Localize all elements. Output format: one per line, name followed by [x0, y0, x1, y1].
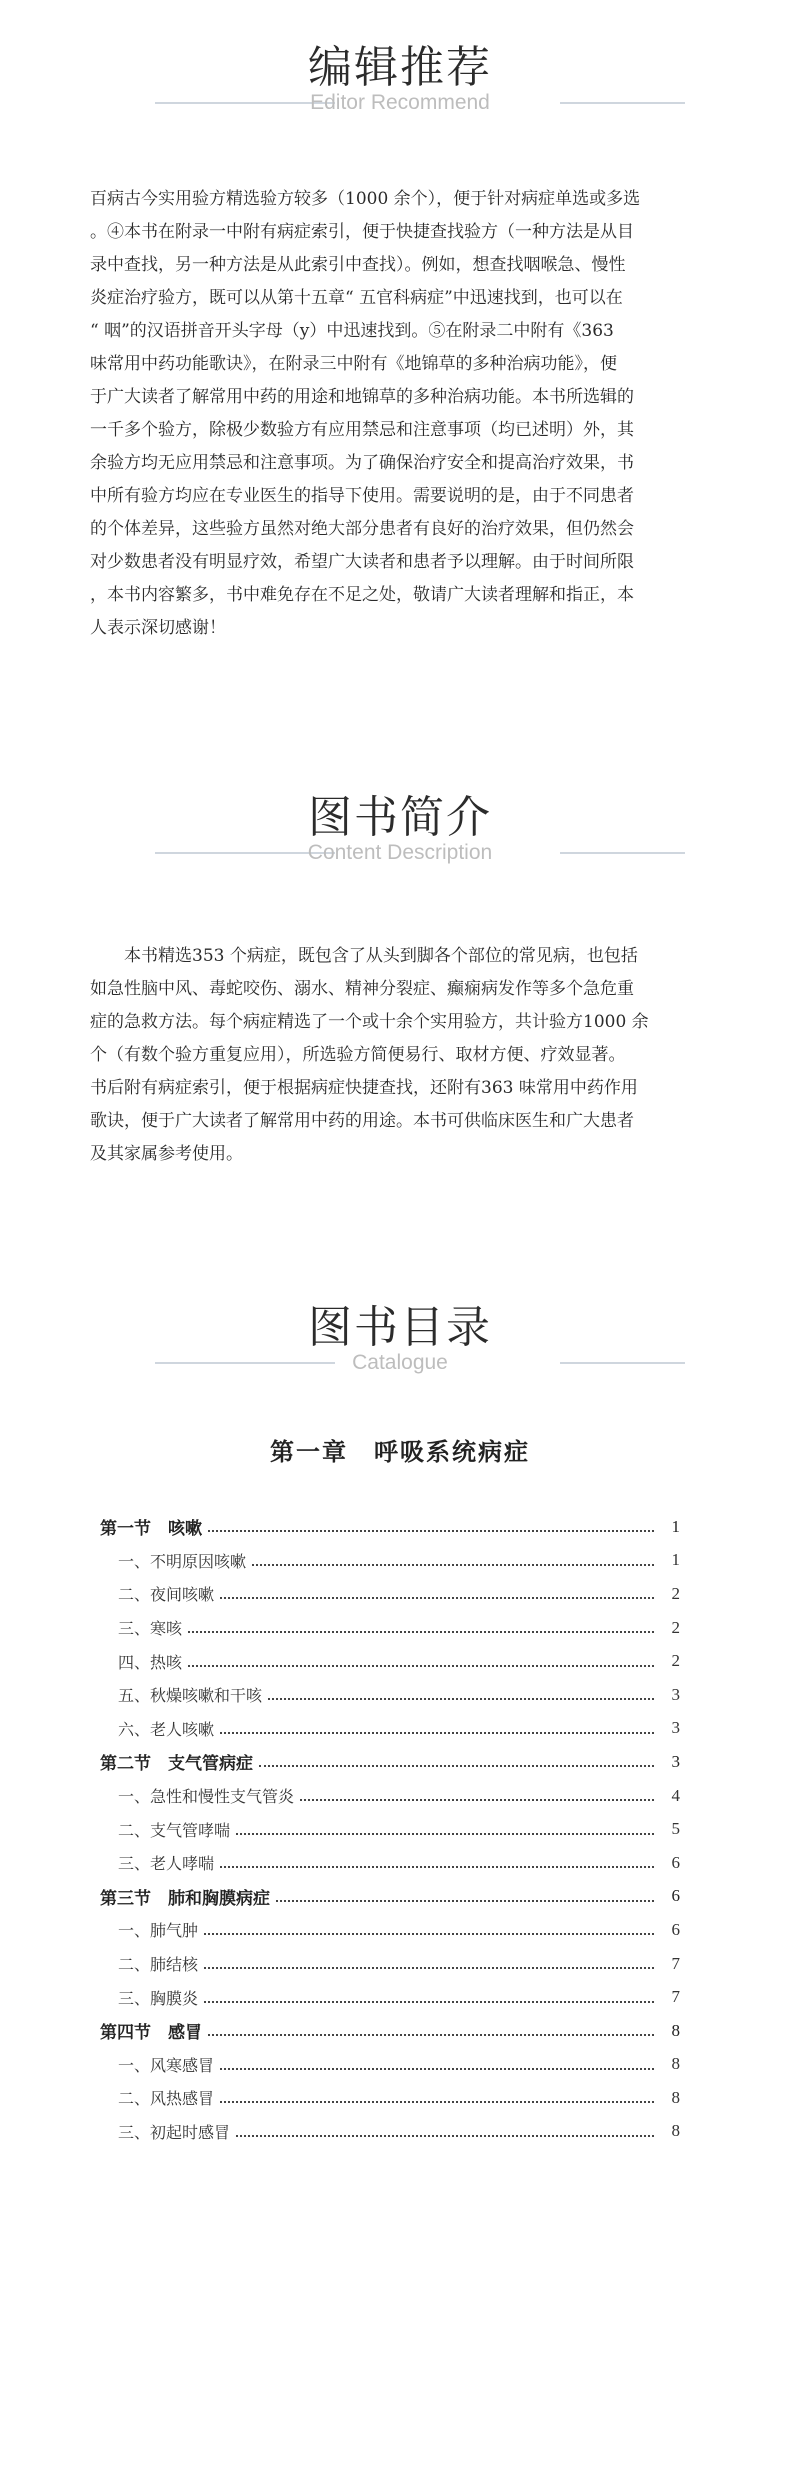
- toc-leader-dots: [236, 2134, 654, 2137]
- toc-entry-row[interactable]: [100, 1812, 680, 1846]
- toc-entry-row[interactable]: [100, 2048, 680, 2082]
- toc-page-number: 1: [671, 1516, 680, 1536]
- toc-page-number: 3: [671, 1751, 680, 1771]
- toc-label: 第一节 咳嗽: [100, 1519, 202, 1540]
- toc-leader-dots: [268, 1697, 654, 1700]
- toc-section-row[interactable]: [100, 2014, 680, 2048]
- toc-label: 一、风寒感冒: [118, 2055, 215, 2075]
- description-header: [0, 790, 800, 870]
- toc-label: 二、肺结核: [118, 1955, 199, 1975]
- toc-entry-row[interactable]: [100, 1577, 680, 1611]
- toc-entry-row[interactable]: [100, 1544, 680, 1578]
- toc-section-row[interactable]: [100, 1880, 680, 1914]
- recommend-line: 百病古今实用验方精选验方较多（1000 余个），便于针对病症单选或多选: [90, 189, 641, 209]
- toc-label: 三、寒咳: [118, 1619, 183, 1639]
- toc-page-number: 2: [671, 1617, 680, 1637]
- toc-section-row[interactable]: [100, 1745, 680, 1779]
- toc-page-number: 2: [671, 1651, 680, 1671]
- description-line: 书后附有病症索引，便于根据病症快捷查找，还附有363 味常用中药作用: [90, 1078, 638, 1098]
- toc-page-number: 7: [671, 1953, 680, 1973]
- toc-label: 第四节 感冒: [100, 2023, 202, 2044]
- toc-label: 二、夜间咳嗽: [118, 1585, 215, 1605]
- toc-entry-row[interactable]: [100, 2115, 680, 2149]
- toc-leader-dots: [252, 1563, 654, 1566]
- toc-entry-row[interactable]: [100, 1779, 680, 1813]
- toc-entry-row[interactable]: [100, 1846, 680, 1880]
- description-line: 个（有数个验方重复应用），所选验方简便易行、取材方便、疗效显著。: [90, 1045, 626, 1065]
- toc-page-number: 3: [671, 1684, 680, 1704]
- toc-section-row[interactable]: [100, 1510, 680, 1544]
- recommend-subtitle: Editor Recommend: [310, 91, 490, 114]
- toc-page-number: 8: [671, 2020, 680, 2040]
- toc-leader-dots: [204, 1932, 654, 1935]
- toc-leader-dots: [204, 2000, 654, 2003]
- recommend-line: 炎症治疗验方，既可以从第十五章“ 五官科病症”中迅速找到，也可以在: [90, 288, 623, 308]
- toc-leader-dots: [236, 1832, 654, 1835]
- recommend-line: 中所有验方均应在专业医生的指导下使用。需要说明的是，由于不同患者: [90, 486, 634, 506]
- recommend-line: 人表示深切感谢！: [90, 618, 226, 638]
- recommend-title: 编辑推荐: [308, 42, 492, 93]
- catalogue-header: [0, 1300, 800, 1380]
- description-paragraph: [90, 940, 700, 1171]
- toc-leader-dots: [259, 1764, 654, 1767]
- recommend-line: 的个体差异，这些验方虽然对绝大部分患者有良好的治疗效果，但仍然会: [90, 519, 634, 539]
- toc-label: 一、不明原因咳嗽: [118, 1551, 247, 1571]
- toc-leader-dots: [188, 1630, 654, 1633]
- toc-leader-dots: [220, 1865, 654, 1868]
- toc-page-number: 7: [671, 1987, 680, 2007]
- toc-leader-dots: [220, 1731, 654, 1734]
- toc-page-number: 4: [671, 1785, 680, 1805]
- toc-label: 二、支气管哮喘: [118, 1820, 231, 1840]
- toc-page-number: 8: [671, 2054, 680, 2074]
- recommend-header: [0, 40, 800, 120]
- catalogue-subtitle: Catalogue: [352, 1351, 448, 1374]
- toc-page-number: 6: [671, 1919, 680, 1939]
- recommend-paragraph: [90, 183, 700, 645]
- toc-leader-dots: [220, 2100, 654, 2103]
- toc-leader-dots: [276, 1899, 654, 1902]
- table-of-contents: [100, 1510, 680, 2148]
- toc-label: 第三节 肺和胸膜病症: [100, 1888, 270, 1909]
- recommend-line: 于广大读者了解常用中药的用途和地锦草的多种治病功能。本书所选辑的: [90, 387, 634, 407]
- recommend-line: 一千多个验方，除极少数验方有应用禁忌和注意事项（均已述明）外，其: [90, 420, 634, 440]
- toc-page-number: 5: [671, 1819, 680, 1839]
- recommend-line: ，本书内容繁多，书中难免存在不足之处，敬请广大读者理解和指正，本: [90, 585, 634, 605]
- toc-entry-row[interactable]: [100, 1611, 680, 1645]
- toc-label: 二、风热感冒: [118, 2089, 215, 2109]
- toc-leader-dots: [208, 2033, 654, 2036]
- toc-label: 一、急性和慢性支气管炎: [118, 1787, 295, 1807]
- toc-page-number: 8: [671, 2087, 680, 2107]
- toc-label: 六、老人咳嗽: [118, 1719, 215, 1739]
- toc-leader-dots: [220, 1596, 654, 1599]
- recommend-line: 对少数患者没有明显疗效，希望广大读者和患者予以理解。由于时间所限: [90, 552, 634, 572]
- recommend-line: “ 咽”的汉语拼音开头字母（y）中迅速找到。⑤在附录二中附有《363: [90, 321, 614, 341]
- toc-leader-dots: [208, 1529, 654, 1532]
- toc-page-number: 6: [671, 1886, 680, 1906]
- toc-leader-dots: [204, 1966, 654, 1969]
- toc-entry-row[interactable]: [100, 2081, 680, 2115]
- chapter-title: 第一章 呼吸系统病症: [270, 1437, 530, 1466]
- toc-entry-row[interactable]: [100, 1644, 680, 1678]
- toc-label: 四、热咳: [118, 1652, 183, 1672]
- toc-leader-dots: [188, 1664, 654, 1667]
- toc-label: 第二节 支气管病症: [100, 1754, 253, 1775]
- toc-label: 一、肺气肿: [118, 1921, 199, 1941]
- toc-entry-row[interactable]: [100, 1913, 680, 1947]
- description-line: 及其家属参考使用。: [90, 1144, 243, 1164]
- toc-entry-row[interactable]: [100, 1712, 680, 1746]
- toc-leader-dots: [300, 1798, 654, 1801]
- toc-entry-row[interactable]: [100, 1947, 680, 1981]
- catalogue-title: 图书目录: [308, 1302, 492, 1353]
- toc-leader-dots: [220, 2067, 654, 2070]
- toc-entry-row[interactable]: [100, 1980, 680, 2014]
- recommend-line: 味常用中药功能歌诀》，在附录三中附有《地锦草的多种治病功能》，便: [90, 354, 617, 374]
- toc-label: 三、初起时感冒: [118, 2122, 231, 2142]
- toc-page-number: 1: [671, 1550, 680, 1570]
- toc-page-number: 2: [671, 1583, 680, 1603]
- description-line: 如急性脑中风、毒蛇咬伤、溺水、精神分裂症、癫痫病发作等多个急危重: [90, 979, 634, 999]
- toc-page-number: 8: [671, 2121, 680, 2141]
- recommend-line: 余验方均无应用禁忌和注意事项。为了确保治疗安全和提高治疗效果，书: [90, 453, 634, 473]
- toc-page-number: 3: [671, 1718, 680, 1738]
- recommend-line: 录中查找，另一种方法是从此索引中查找）。例如，想查找咽喉急、慢性: [90, 255, 626, 275]
- recommend-line: 。④本书在附录一中附有病症索引，便于快捷查找验方（一种方法是从目: [90, 222, 634, 242]
- toc-label: 三、胸膜炎: [118, 1988, 199, 2008]
- toc-label: 五、秋燥咳嗽和干咳: [118, 1686, 263, 1706]
- description-title: 图书简介: [308, 792, 492, 843]
- description-line: 歌诀，便于广大读者了解常用中药的用途。本书可供临床医生和广大患者: [90, 1111, 634, 1131]
- description-line: 本书精选353 个病症，既包含了从头到脚各个部位的常见病，也包括: [90, 946, 638, 966]
- toc-label: 三、老人哮喘: [118, 1854, 215, 1874]
- toc-page-number: 6: [671, 1852, 680, 1872]
- toc-entry-row[interactable]: [100, 1678, 680, 1712]
- description-line: 症的急救方法。每个病症精选了一个或十余个实用验方，共计验方1000 余: [90, 1012, 649, 1032]
- description-subtitle: Content Description: [307, 841, 493, 864]
